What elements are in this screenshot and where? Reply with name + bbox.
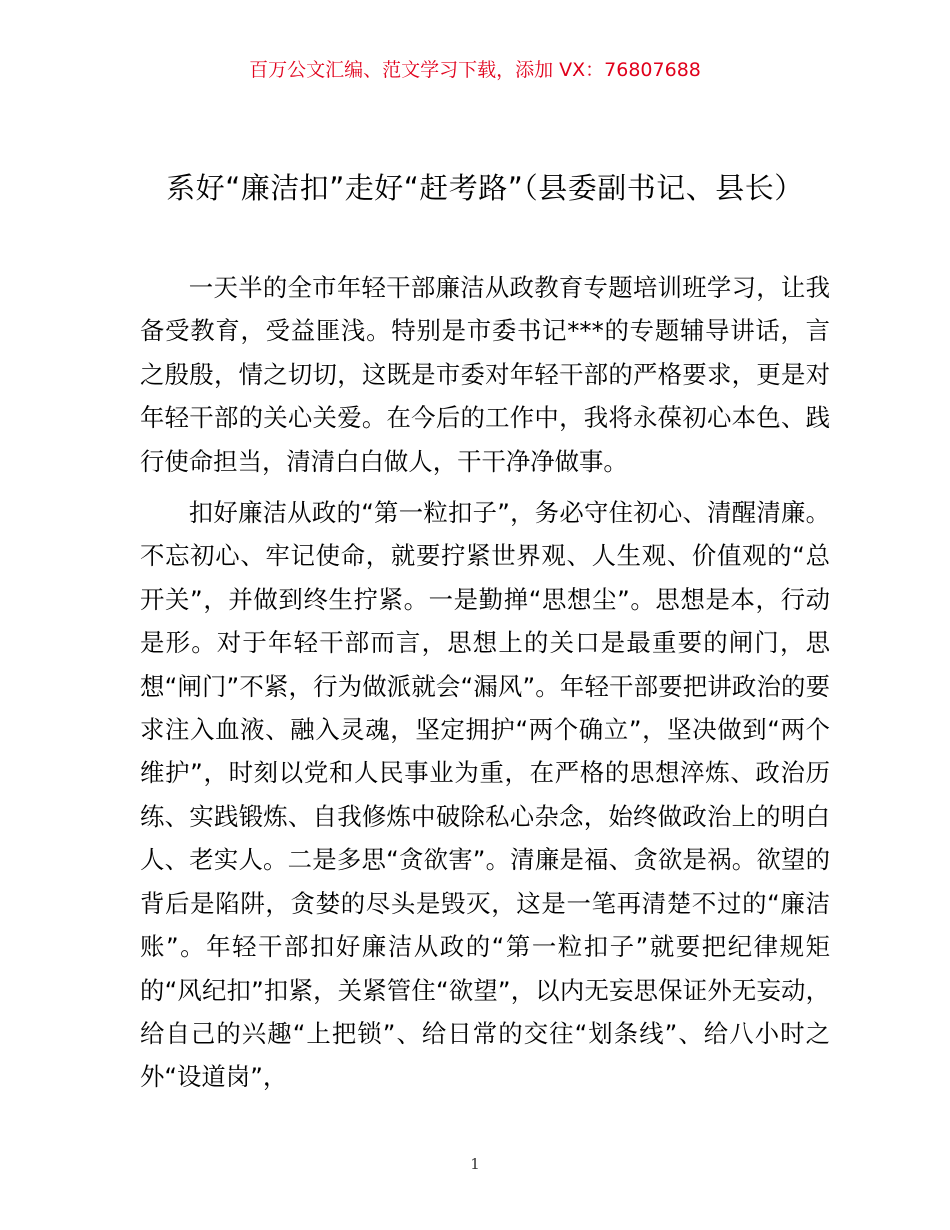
document-title: 系好“廉洁扣”走好“赶考路”（县委副书记、县长） <box>166 171 804 205</box>
paragraph: 一天半的全市年轻干部廉洁从政教育专题培训班学习，让我备受教育，受益匪浅。特别是市委书记***的专题辅导讲话，言之殷殷，情之切切，这既是市委对年轻干部的严格要求，更是对年轻干部的关心关爱。在今后的工作中，我将永葆初心本色、践行使命担当，清清白白做人，干干净净做事。 <box>140 273 830 476</box>
page-number: 1 <box>470 1155 480 1173</box>
document-body <box>140 266 830 1107</box>
header-note: 百万公文汇编、范文学习下载，添加 VX：76807688 <box>249 59 701 81</box>
paragraph: 扣好廉洁从政的“第一粒扣子”，务必守住初心、清醒清廉。不忘初心、牢记使命，就要拧紧世界观、人生观、价值观的“总开关”，并做到终生拧紧。一是勤掸“思想尘”。思想是本，行动是形。对于年轻干部而言，思想上的关口是最重要的闸门，思想“闸门”不紧，行为做派就会“漏风”。年轻干部要把讲政治的要求注入血液、融入灵魂，坚定拥护“两个确立”，坚决做到“两个维护”，时刻以党和人民事业为重，在严格的思想淬炼、政治历练、实践锻炼、自我修炼中破除私心杂念，始终做政治上的明白人、老实人。二是多思“贪欲害”。清廉是福、贪欲是祸。欲望的背后是陷阱，贪婪的尽头是毁灭，这是一笔再清楚不过的“廉洁账”。年轻干部扣好廉洁从政的“第一粒扣子”就要把纪律规矩的“风纪扣”扣紧，关紧管住“欲望”，以内无妄思保证外无妄动，给自己的兴趣“上把锁”、给日常的交往“划条线”、给八小时之外“设道岗”， <box>140 498 830 1092</box>
